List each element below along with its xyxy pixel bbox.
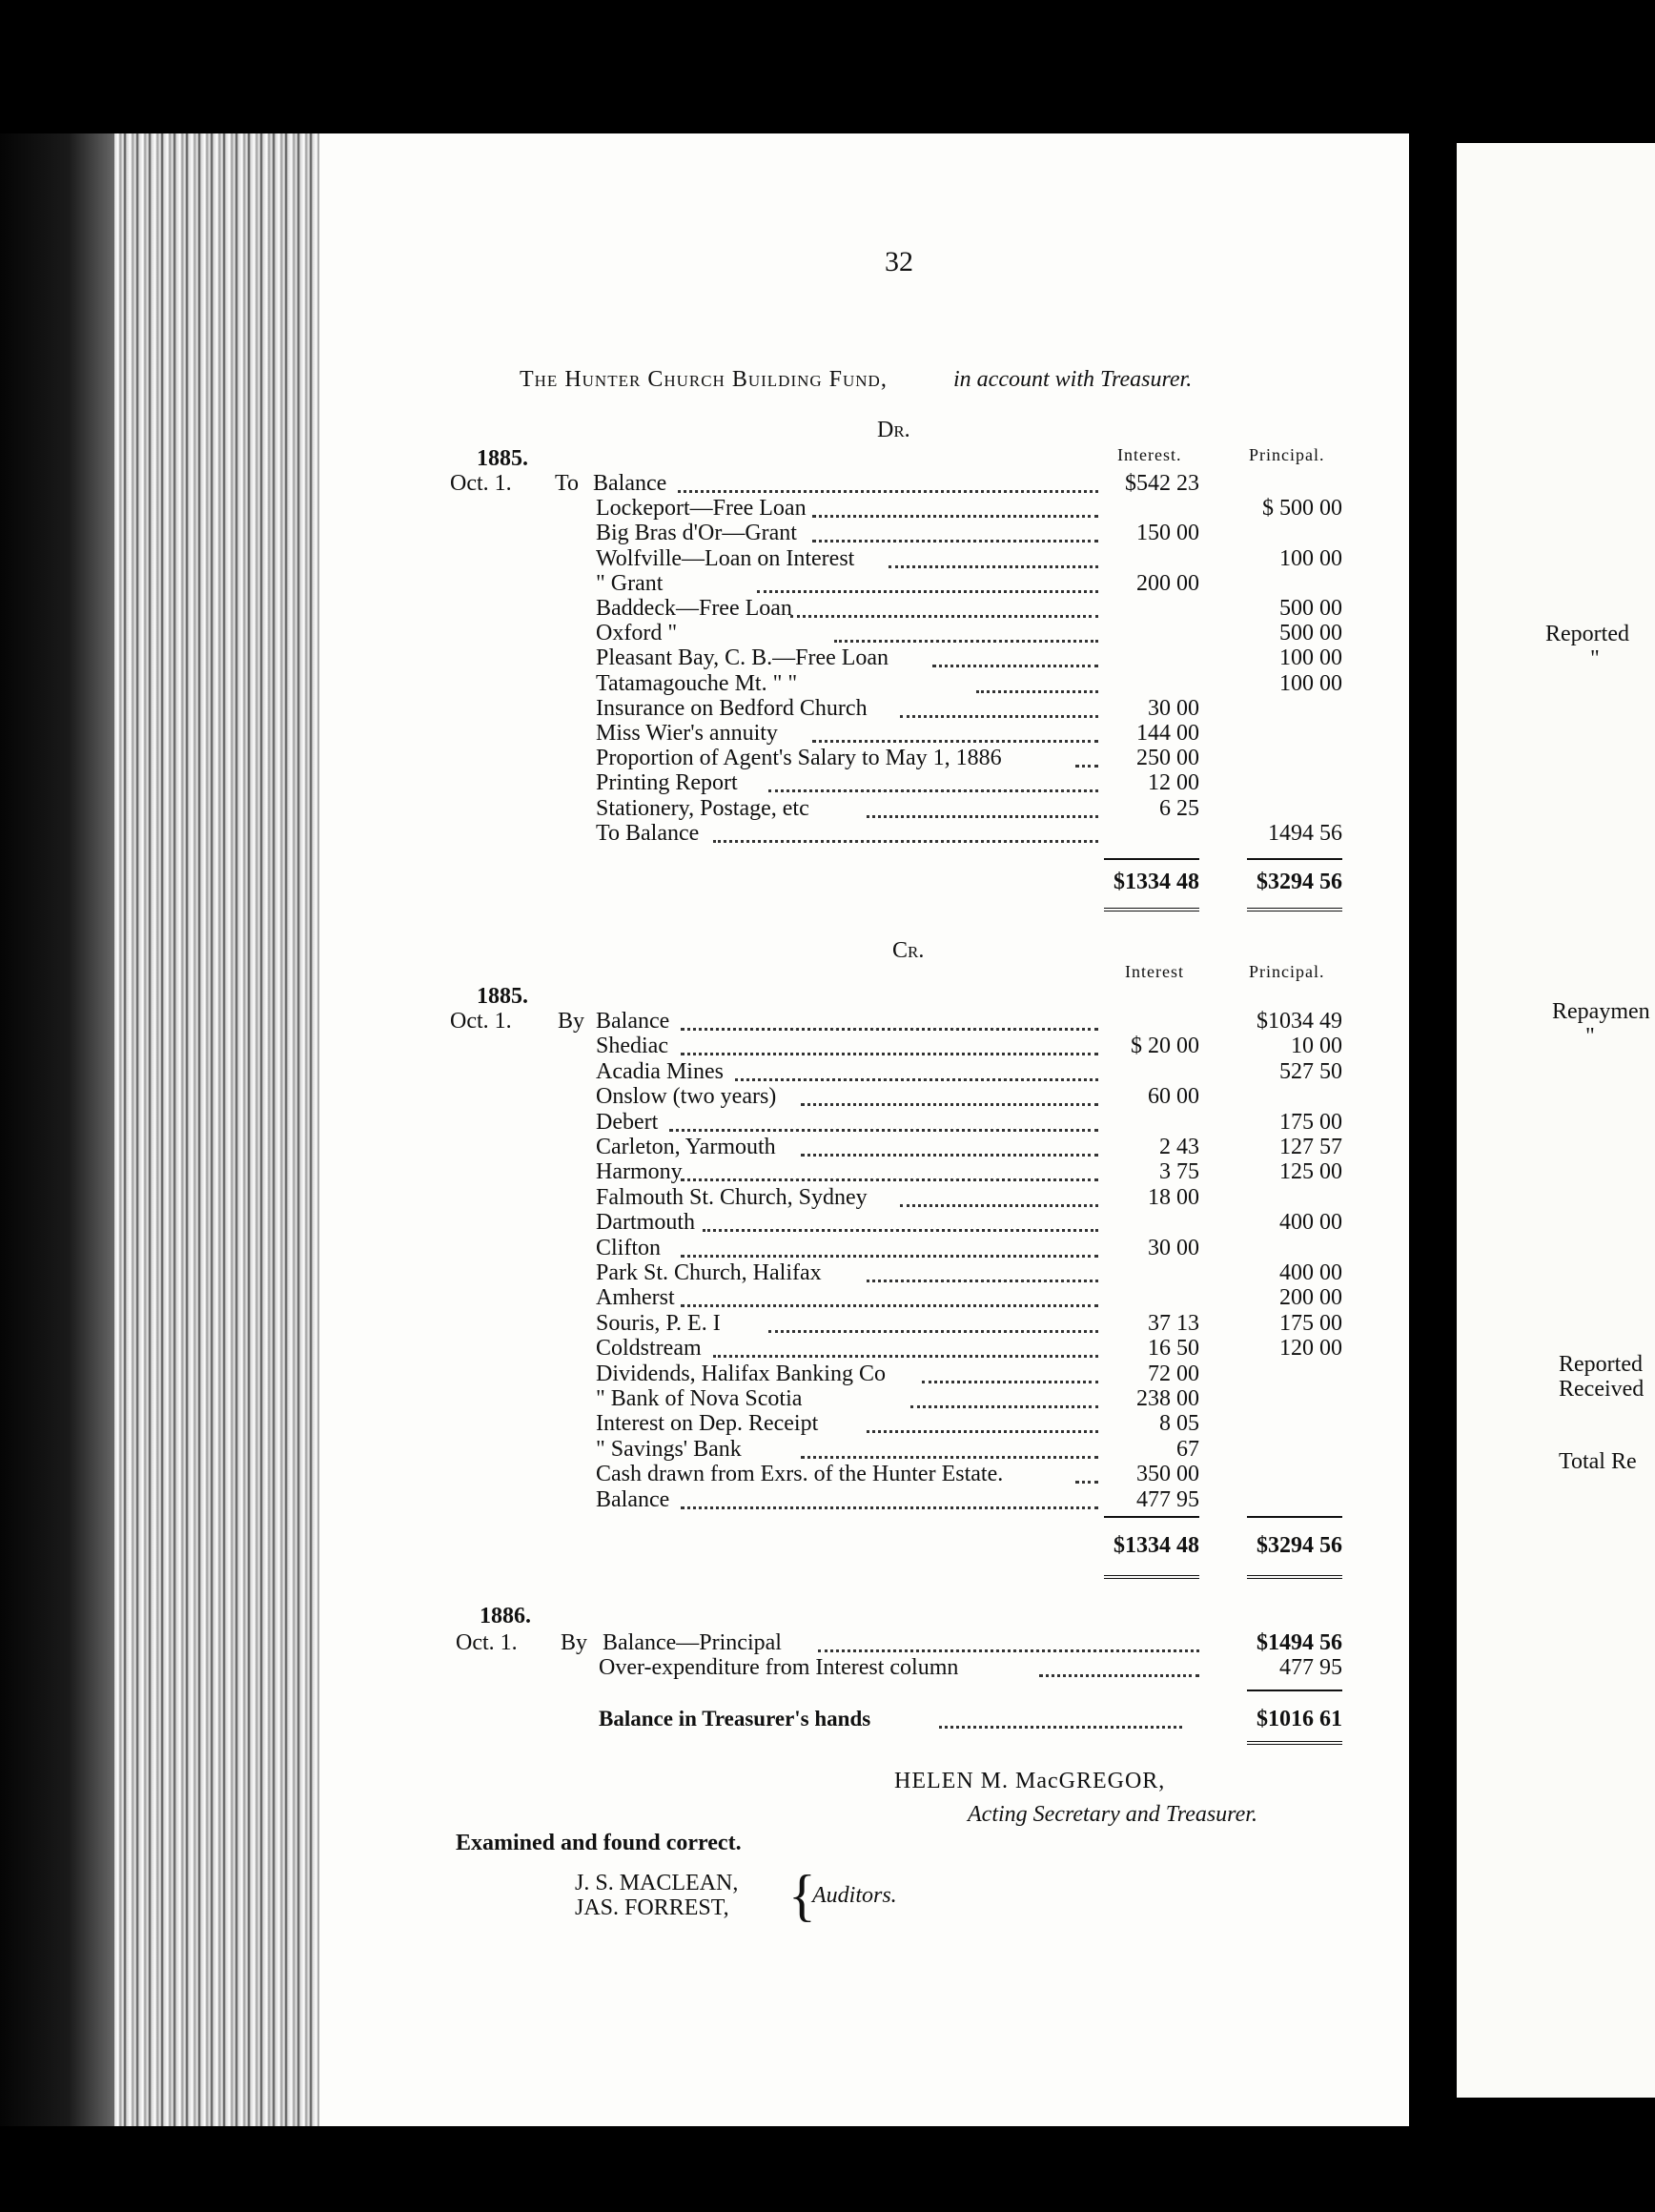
leader-dots <box>801 1456 1098 1459</box>
cr-row-interest: $ 20 00 <box>1131 1034 1199 1059</box>
dr-col-principal: Principal. <box>1249 445 1325 464</box>
leader-dots <box>735 1078 1098 1081</box>
dr-row-principal: 100 00 <box>1279 645 1342 671</box>
audit-statement: Examined and found correct. <box>456 1831 742 1855</box>
right-fragment: Repaymen <box>1552 999 1650 1024</box>
cr-total-rule <box>1247 1516 1342 1518</box>
cr-row-interest: 350 00 <box>1136 1462 1199 1487</box>
dr-to: To <box>555 471 579 496</box>
leader-dots <box>681 1028 1099 1031</box>
dr-row-label: Pleasant Bay, C. B.—Free Loan <box>596 645 889 671</box>
cr-row-label: Onslow (two years) <box>596 1084 777 1110</box>
cr-row-label: Interest on Dep. Receipt <box>596 1411 819 1437</box>
auditor-name: JAS. FORREST, <box>575 1895 729 1920</box>
dr-row-principal: 100 00 <box>1279 545 1342 571</box>
leader-dots <box>939 1726 1182 1729</box>
page-edges <box>114 133 319 2126</box>
dr-row-label: Balance <box>593 471 667 496</box>
cr-row-interest: 2 43 <box>1159 1135 1199 1159</box>
dr-heading: Dr. <box>877 418 910 442</box>
dr-row-interest: $542 23 <box>1125 471 1199 496</box>
dr-total-rule <box>1247 858 1342 860</box>
cr-date: Oct. 1. <box>450 1009 512 1034</box>
final-balance-amount: $1016 61 <box>1257 1707 1342 1731</box>
cr-double-rule <box>1247 1575 1342 1579</box>
signatory-role: Acting Secretary and Treasurer. <box>968 1802 1257 1827</box>
leader-dots <box>932 665 1098 667</box>
dr-row-label: Insurance on Bedford Church <box>596 695 868 721</box>
cr-row-label: Dividends, Halifax Banking Co <box>596 1361 886 1386</box>
dr-total-interest: $1334 48 <box>1114 870 1199 894</box>
summary-label: Over-expenditure from Interest column <box>599 1655 959 1680</box>
leader-dots <box>801 1154 1098 1157</box>
leader-dots <box>669 1129 1098 1132</box>
document-title: The Hunter Church Building Fund, <box>520 367 888 392</box>
leader-dots <box>713 1355 1098 1358</box>
leader-dots <box>867 1430 1098 1433</box>
cr-row-interest: 238 00 <box>1136 1386 1199 1411</box>
leader-dots <box>867 815 1098 818</box>
dr-row-label: Printing Report <box>596 770 738 796</box>
dr-row-interest: 30 00 <box>1148 695 1199 721</box>
facing-page <box>1457 143 1655 2098</box>
cr-row-label: Coldstream <box>596 1336 702 1362</box>
cr-row-label: Debert <box>596 1109 659 1135</box>
cr-row-interest: 8 05 <box>1159 1411 1199 1437</box>
cr-double-rule <box>1104 1575 1199 1579</box>
dr-row-label: Big Bras d'Or—Grant <box>596 521 797 546</box>
cr-row-label: Cash drawn from Exrs. of the Hunter Estate. <box>596 1462 1004 1487</box>
cr-col-interest: Interest <box>1125 962 1184 981</box>
summary-amount: 477 95 <box>1279 1655 1342 1680</box>
leader-dots <box>768 789 1099 792</box>
cr-total-principal: $3294 56 <box>1257 1533 1342 1558</box>
dr-row-interest: 150 00 <box>1136 521 1199 546</box>
cr-row-principal: 400 00 <box>1279 1210 1342 1236</box>
cr-row-label: " Bank of Nova Scotia <box>596 1386 803 1411</box>
dr-double-rule <box>1104 908 1199 911</box>
leader-dots <box>790 615 1099 618</box>
cr-row-interest: 67 <box>1176 1436 1199 1462</box>
cr-row-label: Balance <box>596 1009 670 1034</box>
cr-row-principal: 175 00 <box>1279 1310 1342 1336</box>
dr-row-label: Baddeck—Free Loan <box>596 596 792 621</box>
book-binding <box>0 133 114 2126</box>
cr-row-principal: 200 00 <box>1279 1285 1342 1311</box>
leader-dots <box>678 490 1099 493</box>
leader-dots <box>681 1053 1099 1055</box>
leader-dots <box>900 715 1099 718</box>
leader-dots <box>812 540 1099 543</box>
cr-row-interest: 72 00 <box>1148 1361 1199 1386</box>
dr-year: 1885. <box>477 446 528 471</box>
cr-row-interest: 18 00 <box>1148 1184 1199 1210</box>
auditors-label: Auditors. <box>812 1883 897 1908</box>
cr-year: 1885. <box>477 984 528 1009</box>
cr-row-label: Park St. Church, Halifax <box>596 1260 822 1285</box>
cr-row-principal: 527 50 <box>1279 1058 1342 1084</box>
leader-dots <box>757 590 1098 593</box>
leader-dots <box>818 1649 1199 1652</box>
cr-row-interest: 37 13 <box>1148 1310 1199 1336</box>
dr-row-interest: 250 00 <box>1136 746 1199 771</box>
cr-row-interest: 60 00 <box>1148 1084 1199 1110</box>
cr-col-principal: Principal. <box>1249 962 1325 981</box>
cr-heading: Cr. <box>892 938 925 963</box>
cr-row-label: " Savings' Bank <box>596 1436 742 1462</box>
dr-col-interest: Interest. <box>1117 445 1182 464</box>
summary-date: Oct. 1. <box>456 1630 518 1655</box>
leader-dots <box>910 1405 1098 1408</box>
dr-double-rule <box>1247 908 1342 911</box>
dr-row-label: Tatamagouche Mt. " " <box>596 670 798 696</box>
dr-row-label: Stationery, Postage, etc <box>596 795 809 821</box>
leader-dots <box>801 1103 1098 1106</box>
document-title-italic: in account with Treasurer. <box>953 367 1193 392</box>
leader-dots <box>1039 1674 1199 1677</box>
right-fragment: Reported <box>1559 1352 1643 1377</box>
auditor-name: J. S. MACLEAN, <box>575 1871 739 1895</box>
final-balance-label: Balance in Treasurer's hands <box>599 1707 871 1731</box>
cr-row-label: Harmony <box>596 1159 683 1185</box>
dr-total-rule <box>1104 858 1199 860</box>
dr-row-principal: 1494 56 <box>1268 820 1342 846</box>
right-fragment: Total Re <box>1559 1449 1637 1474</box>
dr-total-principal: $3294 56 <box>1257 870 1342 894</box>
cr-row-label: Amherst <box>596 1285 675 1311</box>
dr-row-label: To Balance <box>596 820 700 846</box>
dr-row-interest: 12 00 <box>1148 770 1199 796</box>
summary-double-rule <box>1247 1741 1342 1745</box>
cr-by: By <box>558 1009 585 1034</box>
cr-row-principal: 175 00 <box>1279 1109 1342 1135</box>
leader-dots <box>681 1255 1099 1258</box>
cr-row-interest: 3 75 <box>1159 1159 1199 1185</box>
dr-row-label: Oxford " <box>596 621 678 646</box>
cr-total-interest: $1334 48 <box>1114 1533 1199 1558</box>
cr-row-principal: 400 00 <box>1279 1260 1342 1285</box>
dr-row-interest: 200 00 <box>1136 570 1199 596</box>
dr-row-label: Proportion of Agent's Salary to May 1, 1886 <box>596 746 1002 771</box>
dr-row-label: Wolfville—Loan on Interest <box>596 545 855 571</box>
cr-row-principal: 127 57 <box>1279 1135 1342 1159</box>
leader-dots <box>681 1506 1099 1509</box>
dr-row-principal: 100 00 <box>1279 670 1342 696</box>
cr-row-label: Souris, P. E. I <box>596 1310 721 1336</box>
cr-row-label: Shediac <box>596 1034 668 1059</box>
right-fragment: " <box>1585 1024 1595 1049</box>
cr-row-principal: 125 00 <box>1279 1159 1342 1185</box>
cr-row-principal: 120 00 <box>1279 1336 1342 1362</box>
cr-row-interest: 30 00 <box>1148 1235 1199 1260</box>
summary-label: Balance—Principal <box>603 1630 782 1655</box>
cr-row-label: Clifton <box>596 1235 662 1260</box>
summary-amount: $1494 56 <box>1257 1630 1342 1655</box>
dr-row-label: " Grant <box>596 570 664 596</box>
leader-dots <box>703 1229 1099 1232</box>
leader-dots <box>812 515 1099 518</box>
cr-total-rule <box>1104 1516 1199 1518</box>
dr-row-label: Miss Wier's annuity <box>596 721 778 746</box>
signatory-name: HELEN M. MacGREGOR, <box>894 1769 1166 1793</box>
cr-row-principal: $1034 49 <box>1257 1009 1342 1034</box>
dr-row-principal: $ 500 00 <box>1262 496 1342 522</box>
cr-row-label: Acadia Mines <box>596 1058 724 1084</box>
dr-row-principal: 500 00 <box>1279 621 1342 646</box>
dr-date: Oct. 1. <box>450 471 512 496</box>
leader-dots <box>834 640 1099 643</box>
leader-dots <box>889 565 1098 568</box>
leader-dots <box>713 840 1098 843</box>
right-fragment: " <box>1590 646 1600 671</box>
leader-dots <box>681 1304 1099 1307</box>
summary-rule <box>1247 1690 1342 1691</box>
dr-row-interest: 144 00 <box>1136 721 1199 746</box>
cr-row-label: Falmouth St. Church, Sydney <box>596 1184 868 1210</box>
cr-row-interest: 477 95 <box>1136 1486 1199 1512</box>
right-fragment: Reported <box>1545 622 1629 646</box>
right-fragment: Received <box>1559 1377 1645 1402</box>
leader-dots <box>922 1381 1099 1383</box>
leader-dots <box>867 1280 1098 1282</box>
cr-row-principal: 10 00 <box>1291 1034 1342 1059</box>
dr-row-interest: 6 25 <box>1159 795 1199 821</box>
dr-row-label: Lockeport—Free Loan <box>596 496 807 522</box>
cr-row-label: Balance <box>596 1486 670 1512</box>
summary-by: By <box>561 1630 588 1655</box>
summary-year: 1886. <box>480 1604 531 1628</box>
cr-row-label: Carleton, Yarmouth <box>596 1135 776 1159</box>
brace-icon: { <box>788 1864 816 1927</box>
page-number: 32 <box>885 246 913 277</box>
leader-dots <box>900 1204 1099 1207</box>
leader-dots <box>681 1178 1099 1181</box>
cr-row-label: Dartmouth <box>596 1210 695 1236</box>
leader-dots <box>768 1330 1099 1333</box>
leader-dots <box>976 690 1098 693</box>
dr-row-principal: 500 00 <box>1279 596 1342 621</box>
cr-row-interest: 16 50 <box>1148 1336 1199 1362</box>
leader-dots <box>812 740 1099 743</box>
